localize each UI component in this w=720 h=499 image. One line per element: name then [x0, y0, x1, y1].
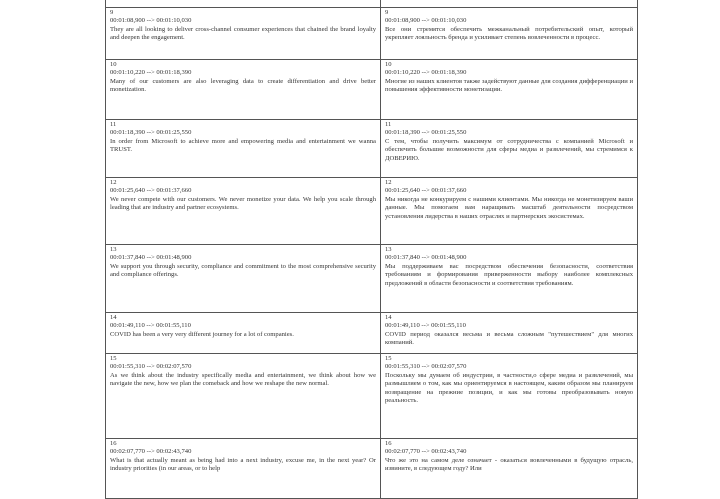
english-cell — [106, 0, 381, 8]
russian-cell — [381, 245, 638, 313]
subtitle-number: 11 — [110, 121, 117, 128]
subtitle-text: COVID период оказался весьма и весьма сложным "путешествием" для многих компаний. — [385, 330, 633, 347]
english-cell — [106, 60, 381, 120]
subtitle-timecode: 00:01:08,900 --> 00:01:10,030 — [110, 17, 192, 25]
english-cell — [106, 245, 381, 313]
subtitle-number: 9 — [385, 9, 389, 16]
subtitle-timecode: 00:01:25,640 --> 00:01:37,660 — [110, 187, 192, 195]
subtitle-timecode: 00:01:18,390 --> 00:01:25,550 — [385, 129, 467, 137]
subtitle-text: What is that actually meant as being had into a next industry, excuse me, in the next year? Or industry priorities (in our areas, or to help — [110, 456, 376, 473]
subtitle-timecode: 00:02:07,770 --> 00:02:43,740 — [385, 448, 467, 456]
subtitle-number: 12 — [385, 179, 392, 186]
russian-cell — [381, 0, 638, 8]
subtitle-number: 13 — [385, 246, 392, 253]
subtitle-number: 10 — [385, 61, 392, 68]
subtitle-number: 15 — [110, 355, 117, 362]
table-row — [106, 60, 638, 120]
russian-cell — [381, 439, 638, 499]
subtitle-timecode: 00:01:49,110 --> 00:01:55,110 — [385, 322, 466, 330]
subtitle-text: С тем, чтобы получить максимум от сотрудничества с компанией Microsoft и обеспечить большие возможности для сферы медиа и развлечений, мы стремимся к ДОВЕРИЮ. — [385, 137, 633, 162]
subtitle-timecode: 00:01:10,220 --> 00:01:18,390 — [110, 69, 192, 77]
subtitle-timecode: 00:01:08,900 --> 00:01:10,030 — [385, 17, 467, 25]
subtitle-timecode: 00:02:07,770 --> 00:02:43,740 — [110, 448, 192, 456]
english-cell — [106, 354, 381, 439]
subtitle-text: Что же это на самом деле означает - оказаться вовлеченными в будущую отрасль, извините, в следующем году? Или — [385, 456, 633, 473]
subtitle-number: 10 — [110, 61, 117, 68]
subtitle-timecode: 00:01:10,220 --> 00:01:18,390 — [385, 69, 467, 77]
subtitle-number: 12 — [110, 179, 117, 186]
russian-cell — [381, 313, 638, 354]
table-row — [106, 8, 638, 60]
russian-cell — [381, 60, 638, 120]
subtitle-number: 15 — [385, 355, 392, 362]
subtitle-timecode: 00:01:37,840 --> 00:01:48,900 — [385, 254, 467, 262]
subtitle-timecode: 00:01:37,840 --> 00:01:48,900 — [110, 254, 192, 262]
subtitle-text: We never compete with our customers. We never monetize your data. We help you scale through leading that are industry and partner ecosystems. — [110, 195, 376, 212]
subtitle-number: 14 — [385, 314, 392, 321]
subtitle-text: Many of our customers are also leveraging data to create differentiation and drive better monetization. — [110, 77, 376, 94]
subtitle-timecode: 00:01:25,640 --> 00:01:37,660 — [385, 187, 467, 195]
subtitle-text: They are all looking to deliver cross-channel consumer experiences that chained the brand loyalty and deepen the engagement. — [110, 25, 376, 42]
subtitle-number: 9 — [110, 9, 114, 16]
subtitle-number: 13 — [110, 246, 117, 253]
english-cell — [106, 439, 381, 499]
table-row — [106, 178, 638, 245]
russian-cell — [381, 8, 638, 60]
subtitle-text: Многие из наших клиентов также задействуют данные для создания дифференциации и повышения эффективности монетизации. — [385, 77, 633, 94]
subtitle-timecode: 00:01:55,310 --> 00:02:07,570 — [110, 363, 192, 371]
subtitle-text: As we think about the industry specifically media and entertainment, we think about how we navigate the new, how we plan the comeback and how we reshape the new normal. — [110, 371, 376, 388]
subtitle-text — [385, 0, 633, 1]
english-cell — [106, 8, 381, 60]
russian-cell — [381, 120, 638, 178]
subtitle-timecode: 00:01:49,110 --> 00:01:55,110 — [110, 322, 191, 330]
subtitle-translation-table — [105, 0, 638, 499]
subtitle-timecode: 00:01:55,310 --> 00:02:07,570 — [385, 363, 467, 371]
table-row — [106, 313, 638, 354]
subtitle-text: We support you through security, compliance and commitment to the most comprehensive security and compliance offerings. — [110, 262, 376, 279]
subtitle-text: Мы поддерживаем вас посредством обеспечения безопасности, соответствия требованиям и формирования приверженности выбору наиболее комплексных предложений в области безопасности и соответствия требованиям. — [385, 262, 633, 287]
subtitle-text: COVID has been a very very different journey for a lot of companies. — [110, 330, 294, 338]
subtitle-text: In order from Microsoft to achieve more and empowering media and entertainment we wanna TRUST. — [110, 137, 376, 154]
subtitle-number: 14 — [110, 314, 117, 321]
english-cell — [106, 313, 381, 354]
subtitle-number: 16 — [385, 440, 392, 447]
english-cell — [106, 178, 381, 245]
subtitle-text: Все они стремятся обеспечить межканальный потребительский опыт, который укрепляет лояльность бренда и усиливает степень вовлеченности в процесс. — [385, 25, 633, 42]
table-row — [106, 354, 638, 439]
subtitle-text — [110, 0, 376, 1]
table-row — [106, 0, 638, 8]
subtitle-number: 16 — [110, 440, 117, 447]
russian-cell — [381, 354, 638, 439]
table-row — [106, 245, 638, 313]
table-row — [106, 120, 638, 178]
subtitle-number: 11 — [385, 121, 392, 128]
english-cell — [106, 120, 381, 178]
subtitle-text: Мы никогда не конкурируем с нашими клиентами. Мы никогда не монетизируем ваши данные. Мы помогаем вам наращивать масштаб деятельности посредством установления лидерства в наших отраслях и партнерских экосистемах. — [385, 195, 633, 220]
subtitle-timecode: 00:01:18,390 --> 00:01:25,550 — [110, 129, 192, 137]
subtitle-text: Поскольку мы думаем об индустрии, в частности,о сфере медиа и развлечений, мы размышляем о том, как мы ориентируемся в настоящем, каким образом мы планируем возвращение на прежние позиции, и как мы готовы преобразовывать новую реальность. — [385, 371, 633, 405]
russian-cell — [381, 178, 638, 245]
table-row — [106, 439, 638, 499]
